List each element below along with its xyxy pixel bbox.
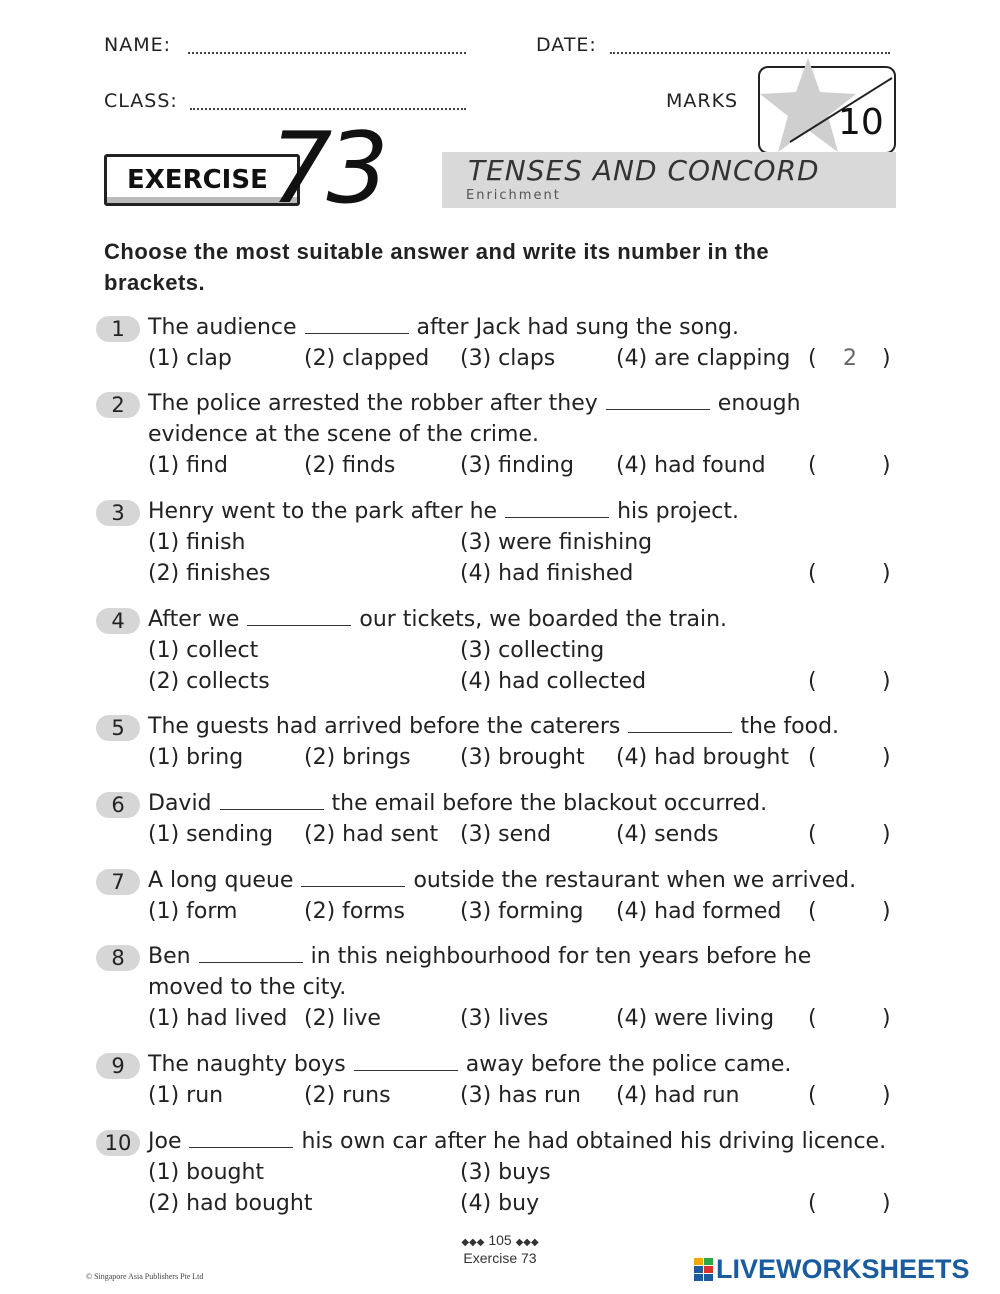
question-text-before: A long queue [148,868,294,893]
option-4[interactable]: (4) were living [616,1006,775,1031]
answer-field[interactable]: 2 [843,346,857,371]
option-2[interactable]: (2) clapped [304,346,430,371]
answer-bracket-open: ( [808,1006,817,1031]
option-3[interactable]: (3) forming [460,899,584,924]
question-text [148,312,739,343]
question-number-badge: 2 [96,392,140,418]
option-3[interactable]: (3) were finishing [460,530,653,555]
option-2[interactable]: (2) brings [304,745,411,770]
option-1[interactable]: (1) finish [148,530,246,555]
option-4[interactable]: (4) sends [616,822,719,847]
option-4[interactable]: (4) had brought [616,745,790,770]
option-1[interactable]: (1) bring [148,745,244,770]
answer-blank [247,605,351,626]
option-4[interactable]: (4) are clapping [616,346,791,371]
option-1[interactable]: (1) clap [148,346,232,371]
answer-bracket-open: ( [808,346,817,371]
option-2[interactable]: (2) forms [304,899,405,924]
answer-blank [301,866,405,887]
copyright: © Singapore Asia Publishers Pte Ltd [86,1272,204,1281]
question-text-before: Henry went to the park after he [148,499,498,524]
date-label: DATE: [536,34,597,56]
question-text-after: after Jack had sung the song. [416,315,739,340]
diamond-ornament-left-icon: ◆◆◆ [461,1237,485,1248]
question-text-after: his own car after he had obtained his driving licence. [301,1129,887,1154]
question-text [148,496,739,527]
option-3[interactable]: (3) buys [460,1160,551,1185]
option-2[interactable]: (2) had bought [148,1191,313,1216]
marks-total: 10 [838,102,884,143]
answer-bracket-close: ) [882,745,891,770]
class-field[interactable] [190,92,466,110]
option-2[interactable]: (2) runs [304,1083,391,1108]
question-number-badge: 1 [96,316,140,342]
answer-blank [305,313,409,334]
question-text-after: our tickets, we boarded the train. [359,607,728,632]
option-2[interactable]: (2) finishes [148,561,271,586]
option-3[interactable]: (3) brought [460,745,585,770]
answer-bracket-open: ( [808,1191,817,1216]
option-4[interactable]: (4) buy [460,1191,540,1216]
answer-bracket-close: ) [882,899,891,924]
option-1[interactable]: (1) bought [148,1160,265,1185]
question-text-before: The naughty boys [148,1052,346,1077]
option-1[interactable]: (1) form [148,899,238,924]
question-number-badge: 6 [96,792,140,818]
answer-bracket-open: ( [808,1083,817,1108]
liveworksheets-logo-icon [694,1258,714,1282]
name-label: NAME: [104,34,172,56]
question-text-before: The guests had arrived before the caterers [148,714,621,739]
question-text-before: The police arrested the robber after they [148,391,598,416]
answer-bracket-close: ) [882,453,891,478]
answer-bracket-close: ) [882,1191,891,1216]
question-text-after: outside the restaurant when we arrived. [413,868,857,893]
option-1[interactable]: (1) had lived [148,1006,288,1031]
question-text-before: David [148,791,212,816]
question-text-after: enough [717,391,801,416]
question-text [148,1049,791,1080]
answer-bracket-close: ) [882,822,891,847]
option-1[interactable]: (1) sending [148,822,274,847]
question-text-after: the food. [740,714,840,739]
answer-bracket-close: ) [882,669,891,694]
answer-bracket-close: ) [882,1083,891,1108]
question-text [148,388,801,419]
question-number-badge: 4 [96,608,140,634]
question-text-continued: moved to the city. [148,975,347,1000]
option-3[interactable]: (3) collecting [460,638,605,663]
question-text-before: The audience [148,315,297,340]
answer-blank [505,497,609,518]
answer-bracket-close: ) [882,346,891,371]
answer-blank [354,1050,458,1071]
question-number-badge: 10 [96,1130,140,1156]
question-text [148,941,811,972]
answer-bracket-close: ) [882,1006,891,1031]
instruction-line-1: Choose the most suitable answer and write its number in the [104,239,770,264]
question-number-badge: 7 [96,869,140,895]
question-text-after: the email before the blackout occurred. [331,791,768,816]
question-text-continued: evidence at the scene of the crime. [148,422,540,447]
option-1[interactable]: (1) collect [148,638,259,663]
topic-bar [442,152,896,208]
answer-bracket-open: ( [808,669,817,694]
option-3[interactable]: (3) send [460,822,552,847]
diamond-ornament-right-icon: ◆◆◆ [515,1237,539,1248]
question-text-after: his project. [617,499,739,524]
answer-blank [189,1127,293,1148]
class-label: CLASS: [104,90,178,112]
option-2[interactable]: (2) collects [148,669,270,694]
option-4[interactable]: (4) had found [616,453,766,478]
page-number-line [400,1232,600,1248]
option-4[interactable]: (4) had finished [460,561,634,586]
question-text [148,604,727,635]
answer-bracket-open: ( [808,561,817,586]
marks-box [758,66,896,154]
question-text-before: Joe [148,1129,182,1154]
option-2[interactable]: (2) finds [304,453,396,478]
question-text-after: away before the police came. [465,1052,792,1077]
answer-bracket-close: ) [882,561,891,586]
answer-blank [199,942,303,963]
option-3[interactable]: (3) claps [460,346,556,371]
question-text [148,1126,886,1157]
option-3[interactable]: (3) has run [460,1083,581,1108]
question-text [148,865,856,896]
answer-blank [606,389,710,410]
question-number-badge: 5 [96,715,140,741]
topic-subtitle: Enrichment [466,188,561,203]
answer-bracket-open: ( [808,453,817,478]
answer-blank [628,712,732,733]
answer-bracket-open: ( [808,745,817,770]
exercise-reference: Exercise 73 [463,1250,537,1266]
name-field[interactable] [188,36,466,54]
option-1[interactable]: (1) find [148,453,228,478]
question-text [148,711,839,742]
page-number: 105 [488,1232,512,1248]
answer-bracket-open: ( [808,899,817,924]
question-number-badge: 8 [96,945,140,971]
option-1[interactable]: (1) run [148,1083,224,1108]
question-number-badge: 3 [96,500,140,526]
option-4[interactable]: (4) had formed [616,899,782,924]
question-text [148,788,767,819]
marks-label: MARKS [666,90,739,112]
option-4[interactable]: (4) had collected [460,669,647,694]
option-3[interactable]: (3) lives [460,1006,549,1031]
liveworksheets-logo-text: LIVEWORKSHEETS [716,1254,970,1284]
question-text-before: Ben [148,944,191,969]
answer-bracket-open: ( [808,822,817,847]
liveworksheets-logo[interactable] [694,1254,984,1286]
option-4[interactable]: (4) had run [616,1083,740,1108]
option-2[interactable]: (2) had sent [304,822,439,847]
question-text-after: in this neighbourhood for ten years before he [310,944,812,969]
option-2[interactable]: (2) live [304,1006,381,1031]
exercise-number: 73 [270,112,383,226]
answer-blank [220,789,324,810]
question-text-before: After we [148,607,240,632]
topic-title: TENSES AND CONCORD [468,154,820,187]
option-3[interactable]: (3) finding [460,453,574,478]
exercise-label: EXERCISE [127,165,268,195]
instruction-line-2: brackets. [104,270,206,295]
question-number-badge: 9 [96,1053,140,1079]
